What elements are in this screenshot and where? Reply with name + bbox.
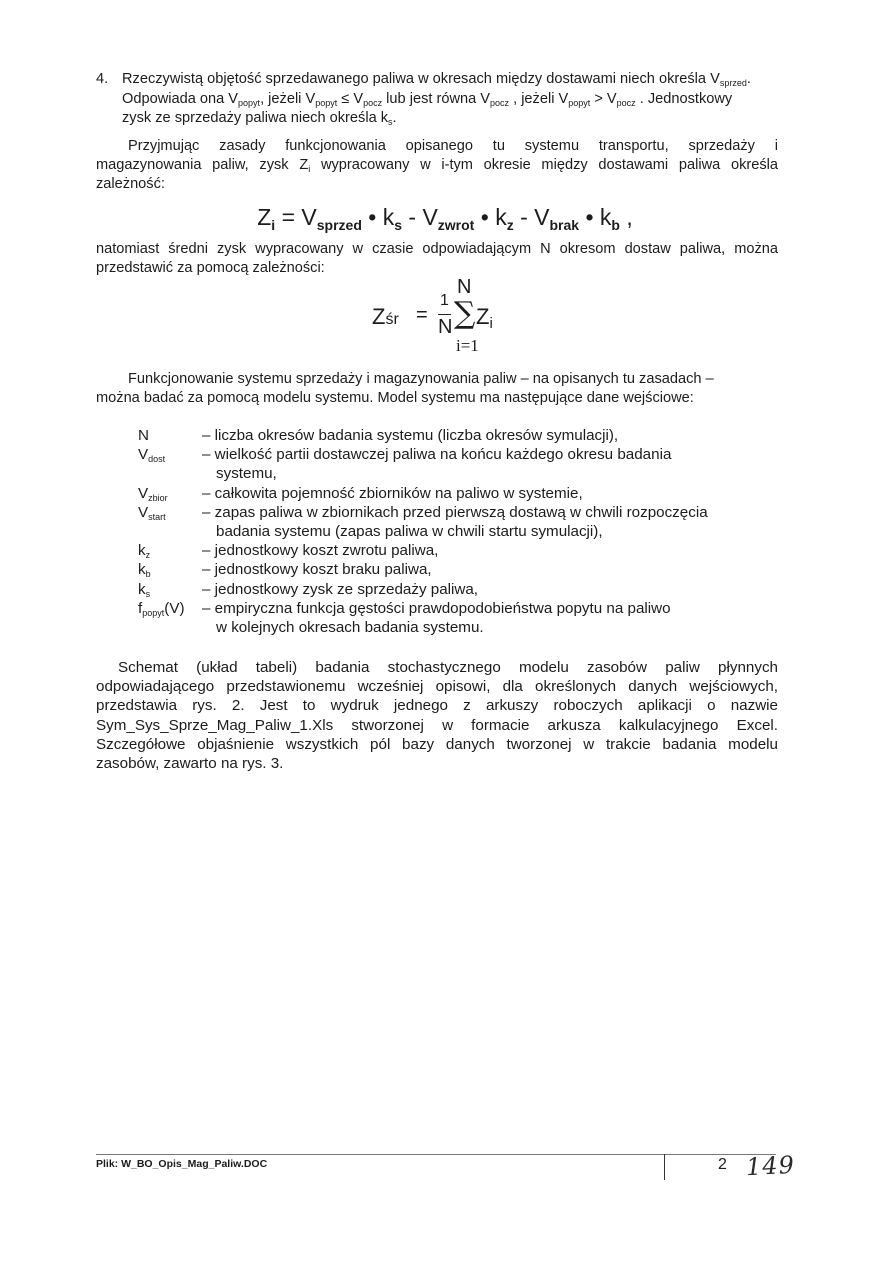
formula2-num: 1 [440, 292, 449, 309]
footer-filename: Plik: W_BO_Opis_Mag_Paliw.DOC [96, 1158, 268, 1170]
para2-line2: przedstawić za pomocą zależności: [96, 260, 325, 276]
variable-symbol: $V_{zbior}$ [138, 484, 168, 503]
item4-line3: zysk ze sprzedaży paliwa niech określa $k_s$. [122, 110, 397, 127]
average-profit-formula [372, 276, 532, 360]
para1-line1: Przyjmując zasady funkcjonowania opisanego tu systemu transportu, sprzedaży i [128, 138, 778, 154]
para1-line3: zależność: [96, 176, 165, 192]
page-number: 2 [718, 1156, 727, 1173]
sigma-icon: ∑ [454, 296, 476, 331]
item4-number: 4. [96, 71, 109, 87]
variable-description: – jednostkowy koszt braku paliwa, [202, 561, 432, 579]
para4-line5: Szczegółowe objaśnienie wszystkich pól bazy danych tworzonej w trakcie badania modelu [96, 736, 778, 753]
input-variable-row [138, 503, 778, 541]
variable-symbol: $k_s$ [138, 580, 151, 599]
variable-description-continued: badania systemu (zapas paliwa w chwili startu symulacji), [216, 523, 603, 541]
para4-line1: Schemat (układ tabeli) badania stochastycznego modelu zasobów paliw płynnych [118, 659, 778, 676]
input-variable-row [138, 599, 778, 637]
input-variable-row [138, 426, 778, 445]
formula2-eq: = [416, 304, 428, 326]
variable-description: – całkowita pojemność zbiorników na paliwo w systemie, [202, 484, 583, 502]
profit-formula: $Z_i = V_{sprzed}$ • $k_s - V_{zwrot}$ • $k_z - V_{brak}$ • $k_b$ , [257, 204, 633, 233]
variable-symbol: $f_{popyt}(V)$ [138, 599, 185, 618]
input-variable-row [138, 541, 778, 560]
formula2-fraction-bar [438, 314, 451, 315]
formula2-den: N [438, 316, 453, 338]
para2-line1: natomiast średni zysk wypracowany w czasie odpowiadającym N okresom dostaw paliwa, można [96, 241, 778, 257]
variable-symbol: $V_{start}$ [138, 503, 166, 522]
input-variable-row [138, 560, 778, 579]
footer-separator [664, 1154, 665, 1180]
item4-line1: Rzeczywistą objętość sprzedawanego paliwa w okresach między dostawami niech określa $V_{sprzed}$. [122, 71, 751, 88]
para3-line2: można badać za pomocą modelu systemu. Model systemu ma następujące dane wejściowe: [96, 390, 694, 406]
variable-symbol: $k_z$ [138, 542, 151, 561]
variable-description: – jednostkowy koszt zwrotu paliwa, [202, 542, 439, 560]
variable-description-continued: w kolejnych okresach badania systemu. [216, 619, 484, 637]
formula2-term: Zi [476, 304, 493, 332]
footer-divider [96, 1154, 776, 1155]
para4-line6: zasobów, zawarto na rys. 3. [96, 755, 284, 772]
handwritten-page-number: 149 [745, 1150, 796, 1182]
para3-line1: Funkcjonowanie systemu sprzedaży i magazynowania paliw – na opisanych tu zasadach – [128, 371, 714, 387]
variable-description: – wielkość partii dostawczej paliwa na końcu każdego okresu badania [202, 446, 672, 464]
input-variables-list [138, 426, 778, 637]
input-variable-row [138, 580, 778, 599]
para1-line2: magazynowania paliw, zysk $Z_i$ wypracowany w i-tym okresie między dostawami paliwa określa [96, 157, 778, 174]
item4-line2: Odpowiada ona $V_{popyt}$, jeżeli $V_{popyt} \le V_{pocz}$ lub jest równa $V_{pocz}$ , jeżeli $V_{popyt} > V_{pocz}$ . Jednostkowy [122, 91, 733, 108]
formula2-lower: i=1 [456, 336, 479, 355]
variable-description: – empiryczna funkcja gęstości prawdopodobieństwa popytu na paliwo [202, 599, 671, 617]
variable-symbol: N [138, 427, 149, 444]
formula2-lhs: Zśr [372, 304, 399, 329]
input-variable-row [138, 484, 778, 503]
variable-description: – zapas paliwa w zbiornikach przed pierwszą dostawą w chwili rozpoczęcia [202, 503, 708, 521]
para4-line4: Sym_Sys_Sprze_Mag_Paliw_1.Xls stworzonej w formacie arkusza kalkulacyjnego Excel. [96, 717, 778, 734]
para4-line2: odpowiadającego przedstawionemu wcześniej opisowi, dla określonych danych wejściowych, [96, 678, 778, 695]
variable-symbol: $k_b$ [138, 561, 151, 580]
variable-symbol: $V_{dost}$ [138, 446, 166, 465]
variable-description-continued: systemu, [216, 465, 277, 483]
variable-description: – jednostkowy zysk ze sprzedaży paliwa, [202, 580, 479, 598]
formula2-upper: N [457, 276, 472, 298]
variable-description: – liczba okresów badania systemu (liczba okresów symulacji), [202, 427, 619, 444]
input-variable-row [138, 445, 778, 483]
para4-line3: przedstawia rys. 2. Jest to wydruk jednego z arkuszy roboczych aplikacji o nazwie [96, 697, 778, 714]
